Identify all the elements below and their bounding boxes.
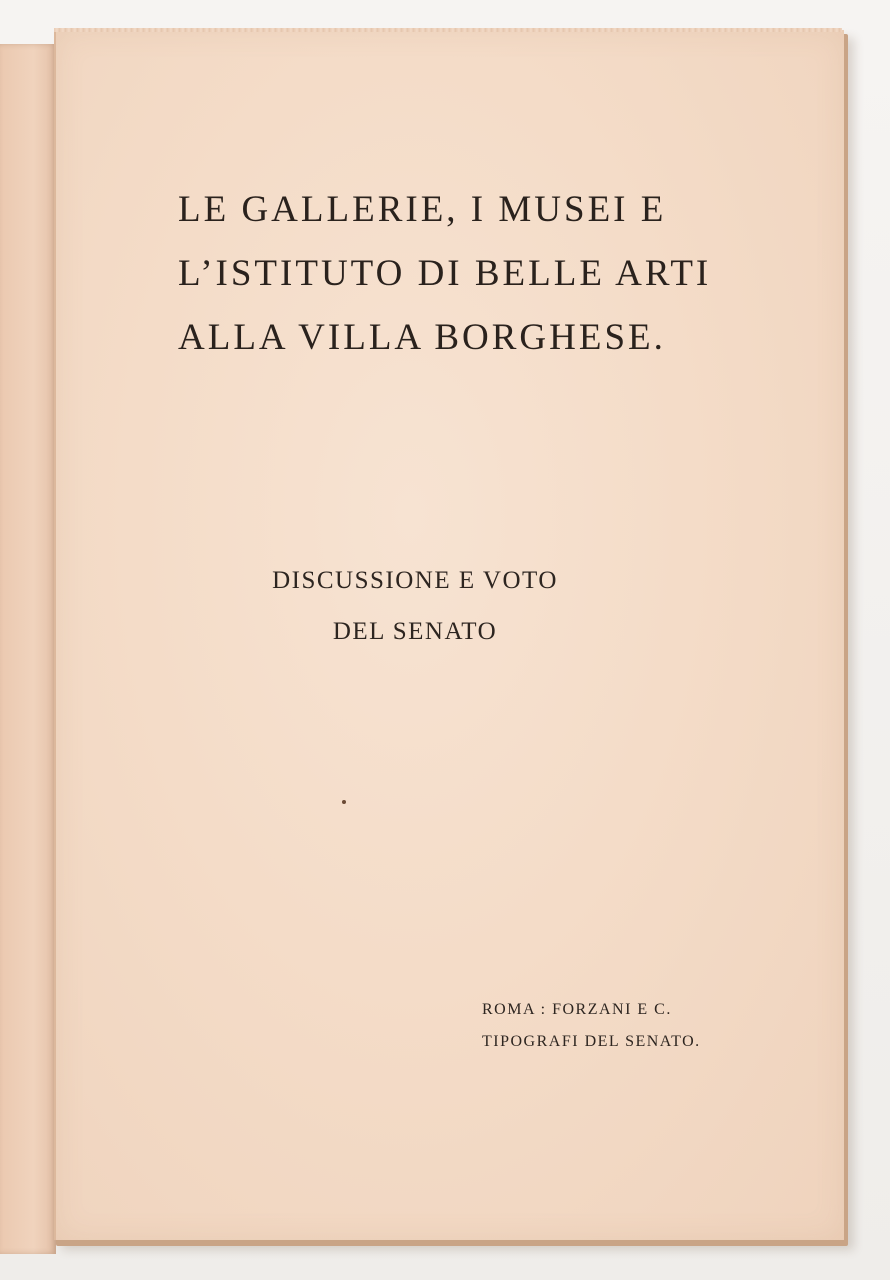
deckled-top-edge (54, 28, 842, 32)
imprint-line-2: TIPOGRAFI DEL SENATO. (482, 1033, 701, 1050)
publisher-imprint (482, 994, 732, 1058)
title-line-1: LE GALLERIE, I MUSEI E (178, 189, 667, 230)
imprint-line-1: ROMA : FORZANI E C. (482, 1001, 672, 1018)
title-line-3: ALLA VILLA BORGHESE. (178, 317, 666, 358)
subtitle-line-1: DISCUSSIONE E VOTO (272, 567, 558, 594)
paper-fleck (342, 800, 346, 804)
document-title (178, 178, 712, 370)
subtitle-line-2: DEL SENATO (332, 618, 498, 645)
document-subtitle (250, 555, 580, 657)
previous-page-edge (0, 44, 56, 1254)
title-line-2: L’ISTITUTO DI BELLE ARTI (178, 253, 712, 294)
